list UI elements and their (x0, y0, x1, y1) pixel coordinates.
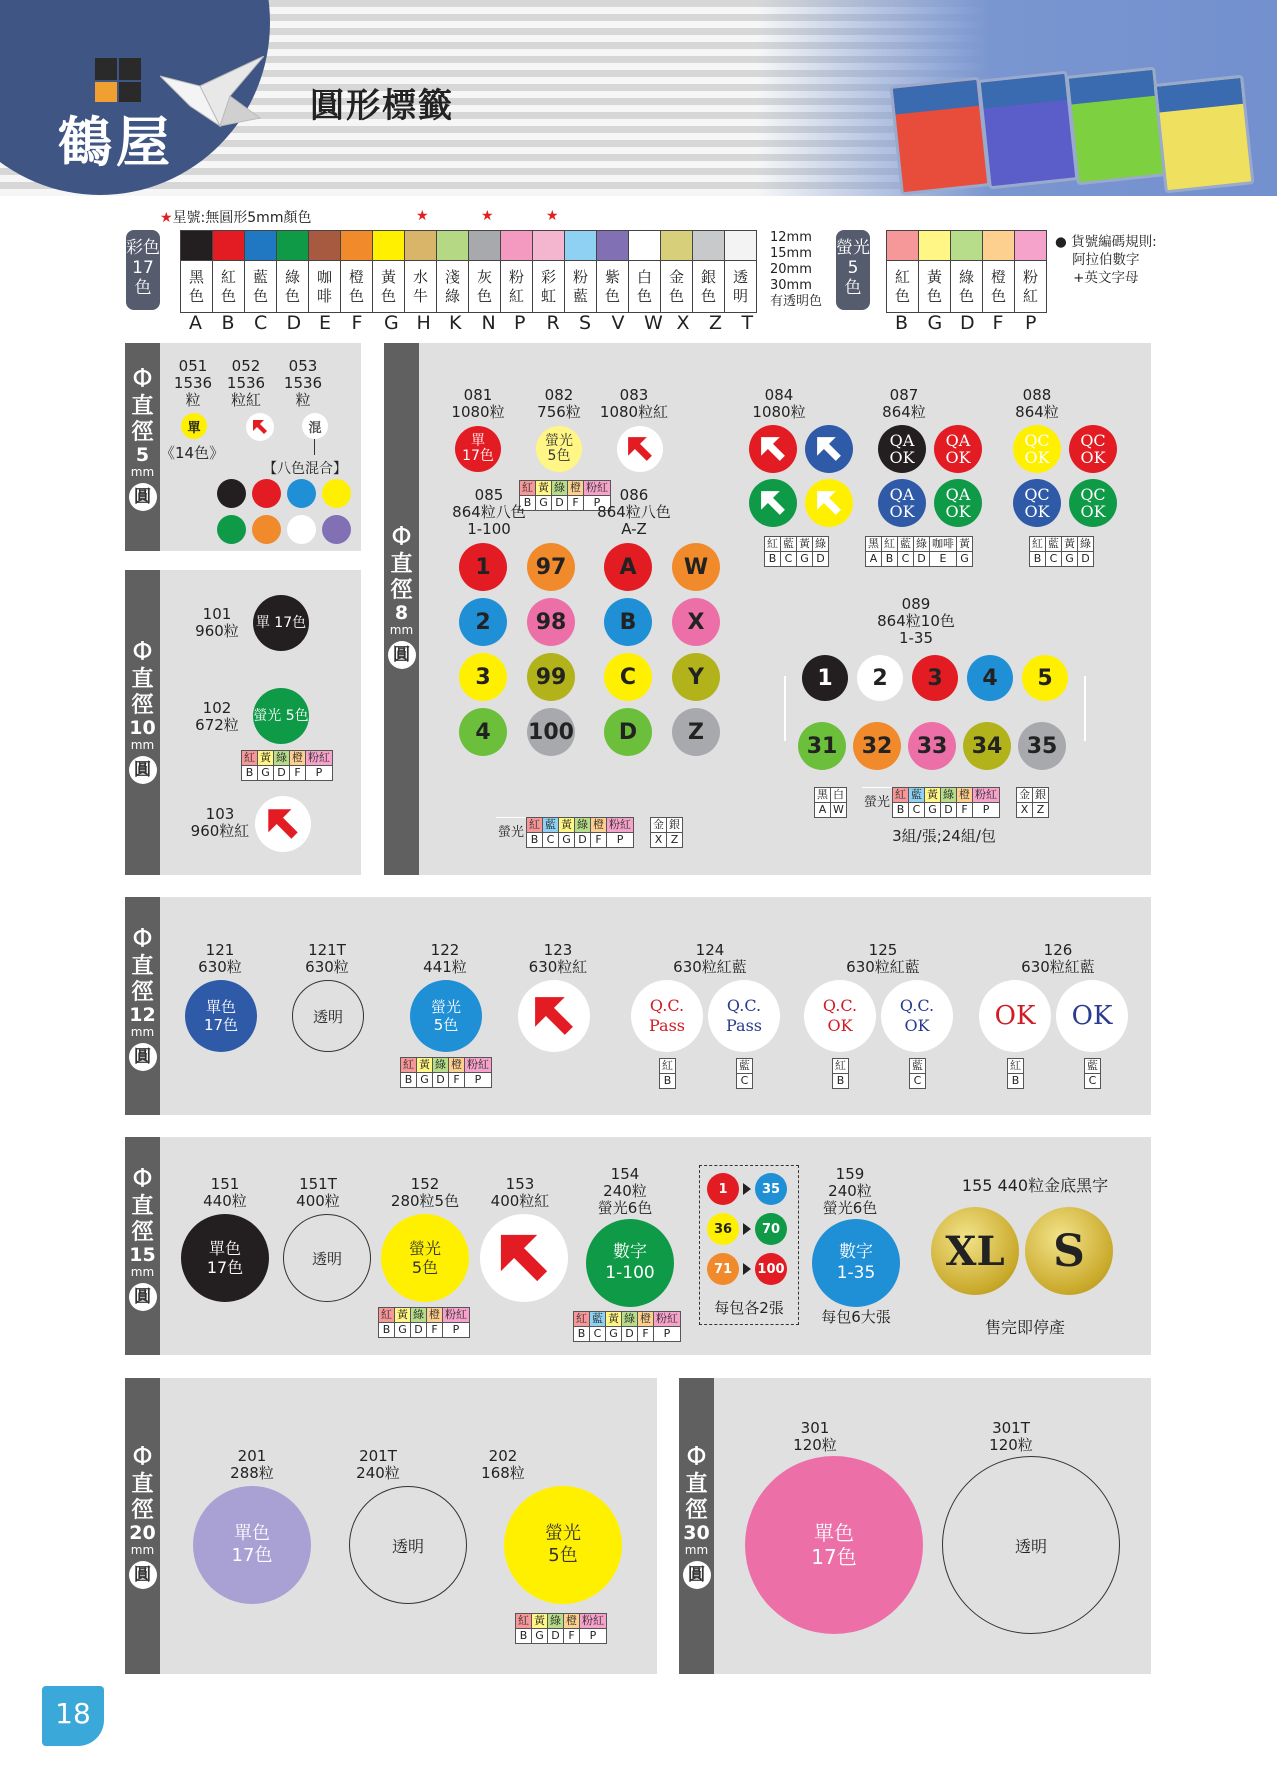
sticker-125-red: Q.C. OK (804, 980, 876, 1052)
item-086-label: 086 864粒八色 A-Z (597, 486, 671, 538)
swatch-code-C: C (254, 312, 268, 334)
number-sticker: 3 (912, 655, 958, 701)
number-sticker: 32 (853, 722, 901, 770)
swatch-code-H: H (416, 312, 431, 334)
logo-mark-icon (95, 58, 151, 102)
sticker-089-rows (802, 655, 1102, 775)
number-sticker: 35 (1018, 722, 1066, 770)
item-088-label: 088 864粒 (1015, 386, 1059, 421)
swatch-code-F: F (351, 312, 363, 334)
sticker-084-group (749, 425, 859, 535)
item-082-label: 082 756粒 (537, 386, 581, 421)
swatch-code-R: R (546, 312, 560, 334)
range-end: 35 (755, 1173, 787, 1205)
star-marker-r: ★ (546, 208, 559, 224)
number-sticker: B (604, 598, 652, 646)
item-123-label: 123 630粒紅 (528, 941, 588, 976)
number-sticker: 5 (1022, 655, 1068, 701)
number-sticker: Z (672, 708, 720, 756)
swatch-code-S: S (579, 312, 592, 334)
sticker-202: 螢光 5色 (504, 1486, 622, 1604)
swatch-name-N: 灰 色 (469, 261, 501, 313)
sticker-201t: 透明 (349, 1486, 467, 1604)
qa-sticker: QC OK (1013, 425, 1061, 473)
swatch-code-G: G (384, 312, 399, 334)
key-125-blue: 藍 C (909, 1058, 926, 1089)
swatch-name-A: 黑 色 (181, 261, 213, 313)
mix-dot (217, 479, 246, 508)
sticker-151t: 透明 (283, 1214, 371, 1302)
swatch-V (597, 231, 629, 261)
swatch-name-P: 粉 紅 (501, 261, 533, 313)
mix-dot (322, 479, 351, 508)
swatch-R (533, 231, 565, 261)
range-arrow-icon (743, 1183, 751, 1195)
swatch-code-X: X (676, 312, 690, 334)
sticker-085-grid (459, 543, 587, 773)
code-rule: ● 貨號編碼規則: 阿拉伯數字 +英文字母 (1055, 234, 1157, 286)
key-124-blue: 藍 C (736, 1058, 753, 1089)
arrow-icon (749, 479, 797, 527)
item-121t-label: 121T 630粒 (305, 941, 349, 976)
number-sticker: 33 (908, 722, 956, 770)
swatch-code-V: V (611, 312, 625, 334)
item-052-label: 052 1536 粒紅 (226, 357, 266, 409)
key-089b: 螢光 紅 藍 黃 綠 橙 粉紅 B C G D F P (862, 787, 1000, 818)
fluo-key-102: 紅 黃 綠 橙 粉紅 B G D F P (241, 750, 333, 781)
sticker-201: 單色 17色 (193, 1486, 311, 1604)
item-301-label: 301 120粒 (793, 1419, 837, 1454)
item-053-label: 053 1536 粒 (283, 357, 323, 409)
item-084-label: 084 1080粒 (752, 386, 806, 421)
sticker-124-blue: Q.C. Pass (708, 980, 780, 1052)
swatch-code-B: B (221, 312, 235, 334)
swatch-name-G: 黃 色 (919, 261, 951, 313)
sidebar-12mm: Φ 直 徑 12 mm 圓 (125, 897, 160, 1115)
sticker-125-blue: Q.C. OK (881, 980, 953, 1052)
range-start: 71 (707, 1253, 739, 1285)
key-084: 紅 藍 黃 綠 B C G D (764, 536, 829, 567)
sticker-087-group (878, 425, 988, 535)
number-sticker: X (672, 598, 720, 646)
swatch-code-D: D (960, 312, 975, 334)
mix-dot (322, 515, 351, 544)
panel-30mm (679, 1378, 1151, 1674)
fluo-key-152: 紅 黃 綠 橙 粉紅 B G D F P (378, 1307, 470, 1338)
swatch-P (1015, 231, 1047, 261)
swatch-code-E: E (319, 312, 332, 334)
number-sticker: 31 (798, 722, 846, 770)
qa-sticker: QC OK (1013, 479, 1061, 527)
mix8-dots (217, 479, 357, 545)
item-155-label: 155 440粒金底黑字 (961, 1176, 1109, 1195)
swatch-G (373, 231, 405, 261)
swatch-name-R: 彩 虹 (533, 261, 565, 313)
swatch-name-F: 橙 色 (983, 261, 1015, 313)
item-151-label: 151 440粒 (203, 1175, 247, 1210)
item-085-label: 085 864粒八色 1-100 (452, 486, 526, 538)
item-122-label: 122 441粒 (423, 941, 467, 976)
item-201-label: 201 288粒 (230, 1447, 274, 1482)
swatch-P (501, 231, 533, 261)
swatch-name-Z: 銀 色 (693, 261, 725, 313)
number-sticker: 100 (527, 708, 575, 756)
swatch-A (181, 231, 213, 261)
swatch-name-E: 咖 啡 (309, 261, 341, 313)
sticker-083-arrow-icon (617, 426, 663, 472)
arrow-icon (805, 479, 853, 527)
swatch-code-T: T (741, 312, 754, 334)
swatch-name-P: 粉 紅 (1015, 261, 1047, 313)
item-153-label: 153 400粒紅 (490, 1175, 550, 1210)
number-sticker: 1 (802, 655, 848, 701)
mix-dot (287, 515, 316, 544)
sticker-124-red: Q.C. Pass (631, 980, 703, 1052)
number-sticker: 97 (527, 543, 575, 591)
swatch-code-W: W (644, 312, 663, 334)
number-sticker: 2 (459, 598, 507, 646)
item-201t-label: 201T 240粒 (356, 1447, 400, 1482)
sticker-102: 螢光 5色 (253, 688, 309, 744)
fluo-key-202: 紅 黃 綠 橙 粉紅 B G D F P (515, 1613, 607, 1644)
item-081-label: 081 1080粒 (451, 386, 505, 421)
key-089c: 金 銀 X Z (1016, 787, 1049, 818)
sticker-122: 螢光 5色 (410, 980, 482, 1052)
qa-sticker: QA OK (878, 479, 926, 527)
item-126-label: 126 630粒紅藍 (1021, 941, 1095, 976)
key-085: 螢光 紅 藍 黃 綠 橙 粉紅 B C G D F P (496, 817, 634, 848)
each2-note: 每包各2張 (714, 1299, 784, 1317)
brand-name: 鶴屋 (58, 110, 174, 174)
mix-dot (252, 479, 281, 508)
swatch-G (919, 231, 951, 261)
swatch-F (341, 231, 373, 261)
number-sticker: A (604, 543, 652, 591)
number-sticker: 34 (963, 722, 1011, 770)
swatch-code-N: N (481, 312, 496, 334)
sticker-123-arrow-icon (518, 980, 590, 1052)
page-number: 18 (42, 1686, 104, 1746)
item-087-label: 087 864粒 (882, 386, 926, 421)
sticker-121t: 透明 (292, 980, 364, 1052)
mix-dot (287, 479, 316, 508)
swatch-code-P: P (1025, 312, 1037, 334)
key-126-blue: 藍 C (1084, 1058, 1101, 1089)
swatch-name-S: 粉 藍 (565, 261, 597, 313)
sticker-086-grid (604, 543, 732, 773)
swatch-D (277, 231, 309, 261)
sticker-126-red: OK (979, 980, 1051, 1052)
star-marker-n: ★ (481, 208, 494, 224)
swatch-T (725, 231, 757, 261)
number-sticker: 98 (527, 598, 575, 646)
fluo-key-154: 紅 藍 黃 綠 橙 粉紅 B C G D F P (573, 1311, 681, 1342)
item-051-label: 051 1536 粒 (173, 357, 213, 409)
panel-12mm (125, 897, 1151, 1115)
swatch-code-F: F (992, 312, 1004, 334)
key-088: 紅 藍 黃 綠 B C G D (1029, 536, 1094, 567)
swatch-name-F: 橙 色 (341, 261, 373, 313)
item-089-label: 089 864粒10色 1-35 (877, 595, 955, 647)
sticker-103-arrow-icon (255, 796, 311, 852)
panel-10mm (125, 570, 361, 875)
sidebar-30mm: Φ 直 徑 30 mm 圓 (679, 1378, 714, 1674)
number-sticker: Y (672, 653, 720, 701)
pack-089: 3組/張;24組/包 (892, 827, 996, 845)
fluo-key-122: 紅 黃 綠 橙 粉紅 B G D F P (400, 1057, 492, 1088)
swatch-K (437, 231, 469, 261)
key-087: 黑 紅 藍 綠 咖啡 黃 A B C D E G (865, 536, 973, 567)
arrow-icon (805, 425, 853, 473)
sticker-159: 數字 1-35 (812, 1219, 900, 1307)
sticker-152: 螢光 5色 (381, 1214, 469, 1302)
star-note: ★星號:無圓形5mm顏色 (160, 210, 312, 226)
panel-20mm (125, 1378, 657, 1674)
product-photo (895, 75, 1275, 195)
swatch-X (661, 231, 693, 261)
swatch-name-V: 紫 色 (597, 261, 629, 313)
swatch-D (951, 231, 983, 261)
mix-dot (217, 515, 246, 544)
panel-5mm (125, 343, 361, 551)
item-103-label: 103 960粒紅 (190, 805, 250, 840)
range-arrow-icon (743, 1263, 751, 1275)
qa-sticker: QC OK (1069, 425, 1117, 473)
swatch-name-X: 金 色 (661, 261, 693, 313)
sticker-301t: 透明 (942, 1456, 1120, 1634)
number-sticker: 2 (857, 655, 903, 701)
sticker-052-arrow-icon (246, 413, 274, 441)
key-124-red: 紅 B (659, 1058, 676, 1089)
swatch-code-G: G (927, 312, 943, 334)
item-101-label: 101 960粒 (195, 605, 239, 640)
qa-sticker: QA OK (934, 479, 982, 527)
sticker-081: 單 17色 (455, 426, 501, 472)
key-125-red: 紅 B (832, 1058, 849, 1089)
swatch-name-T: 透 明 (725, 261, 757, 313)
swatch-code-K: K (449, 312, 462, 334)
number-sticker: 1 (459, 543, 507, 591)
item-301t-label: 301T 120粒 (989, 1419, 1033, 1454)
swatch-code-B: B (895, 312, 909, 334)
swatch-N (469, 231, 501, 261)
range-pairs (707, 1173, 797, 1293)
number-sticker: D (604, 708, 652, 756)
item-102-label: 102 672粒 (195, 699, 239, 734)
crane-icon (160, 56, 264, 136)
swatch-name-B: 紅 色 (213, 261, 245, 313)
item-159-label: 159 240粒 螢光6色 (822, 1165, 878, 1217)
key-086: 金 銀 X Z (650, 817, 683, 848)
sticker-153-arrow-icon (480, 1214, 568, 1302)
swatch-code-P: P (514, 312, 526, 334)
number-sticker: 99 (527, 653, 575, 701)
mix-dot (252, 515, 281, 544)
swatch-code-A: A (189, 312, 202, 334)
swatch-Z (693, 231, 725, 261)
sticker-053: 混 (302, 413, 328, 439)
swatch-code-D: D (286, 312, 302, 334)
swatch-B (213, 231, 245, 261)
swatch-name-H: 水 牛 (405, 261, 437, 313)
star-marker-h: ★ (416, 208, 429, 224)
range-start: 36 (707, 1213, 739, 1245)
sticker-155-s: S (1025, 1207, 1113, 1295)
swatch-S (565, 231, 597, 261)
sidebar-20mm: Φ 直 徑 20 mm 圓 (125, 1378, 160, 1674)
leader-line (314, 439, 315, 455)
key-126-red: 紅 B (1007, 1058, 1024, 1089)
panel-8mm (384, 343, 1151, 875)
swatch-B (887, 231, 919, 261)
range-end: 70 (755, 1213, 787, 1245)
swatch-name-D: 綠 色 (277, 261, 309, 313)
item-125-label: 125 630粒紅藍 (846, 941, 920, 976)
sticker-121: 單色 17色 (185, 980, 257, 1052)
swatch-E (309, 231, 341, 261)
fourteen-colors: 《14色》 (160, 444, 225, 462)
number-sticker: 4 (459, 708, 507, 756)
item-083-label: 083 1080粒紅 (599, 386, 669, 421)
mix8-label: 【八色混合】 (263, 461, 347, 477)
number-sticker: C (604, 653, 652, 701)
swatch-W (629, 231, 661, 261)
sticker-151: 單色 17色 (181, 1214, 269, 1302)
swatch-name-G: 黃 色 (373, 261, 405, 313)
number-sticker: 4 (967, 655, 1013, 701)
size-list: 12mm 15mm 20mm 30mm 有透明色 (770, 230, 823, 309)
sticker-082: 螢光 5色 (536, 426, 582, 472)
qa-sticker: QA OK (878, 425, 926, 473)
fluo5-tab: 螢光 5 色 (836, 230, 870, 310)
swatch-code-Z: Z (709, 312, 723, 334)
swatch-H (405, 231, 437, 261)
sidebar-15mm: Φ 直 徑 15 mm 圓 (125, 1137, 160, 1355)
number-sticker: 3 (459, 653, 507, 701)
sidebar-10mm: Φ 直 徑 10 mm 圓 (125, 570, 160, 875)
item-121-label: 121 630粒 (198, 941, 242, 976)
swatch-F (983, 231, 1015, 261)
qa-sticker: QA OK (934, 425, 982, 473)
qa-sticker: QC OK (1069, 479, 1117, 527)
sticker-101: 單 17色 (253, 595, 309, 651)
color-swatch-table (180, 230, 757, 313)
note-159: 每包6大張 (821, 1308, 891, 1326)
swatch-name-C: 藍 色 (245, 261, 277, 313)
sticker-155-xl: XL (931, 1207, 1019, 1295)
item-124-label: 124 630粒紅藍 (673, 941, 747, 976)
arrow-icon (749, 425, 797, 473)
key-089a: 黑 白 A W (814, 787, 847, 818)
sticker-051: 單 (181, 413, 207, 439)
number-sticker: W (672, 543, 720, 591)
color17-tab: 彩色 17 色 (126, 230, 160, 310)
note-155: 售完即停產 (984, 1318, 1065, 1337)
item-154-label: 154 240粒 螢光6色 (597, 1165, 653, 1217)
sticker-126-blue: OK (1056, 980, 1128, 1052)
page-title: 圓形標籤 (310, 86, 454, 126)
fluo-key-082: 紅 黃 綠 橙 粉紅 B G D F P (519, 480, 611, 511)
swatch-name-B: 紅 色 (887, 261, 919, 313)
panel-15mm (125, 1137, 1151, 1355)
swatch-C (245, 231, 277, 261)
range-start: 1 (707, 1173, 739, 1205)
fluo-swatch-table (886, 230, 1047, 313)
range-arrow-icon (743, 1223, 751, 1235)
item-151t-label: 151T 400粒 (296, 1175, 340, 1210)
sidebar-5mm: Φ 直 徑 5 mm 圓 (125, 343, 160, 551)
sidebar-8mm: Φ 直 徑 8 mm 圓 (384, 343, 419, 875)
swatch-name-W: 白 色 (629, 261, 661, 313)
item-202-label: 202 168粒 (481, 1447, 525, 1482)
swatch-name-K: 淺 綠 (437, 261, 469, 313)
sticker-154: 數字 1-100 (586, 1219, 674, 1307)
swatch-name-D: 綠 色 (951, 261, 983, 313)
sticker-301: 單色 17色 (745, 1456, 923, 1634)
sticker-088-group (1013, 425, 1123, 535)
item-152-label: 152 280粒5色 (390, 1175, 460, 1210)
range-end: 100 (755, 1253, 787, 1285)
